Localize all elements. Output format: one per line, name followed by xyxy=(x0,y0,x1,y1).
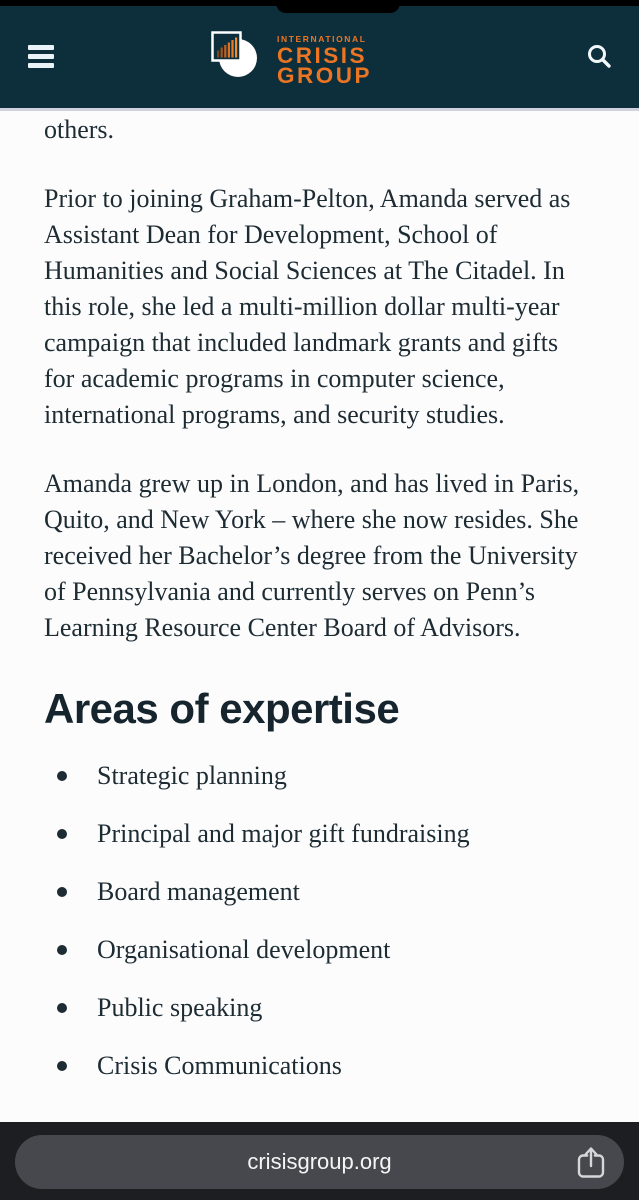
list-item: Crisis Communications xyxy=(44,1048,639,1084)
areas-of-expertise-heading: Areas of expertise xyxy=(44,685,400,732)
list-item: Principal and major gift fundraising xyxy=(44,816,639,852)
menu-icon[interactable] xyxy=(28,45,54,68)
list-item: Board management xyxy=(44,874,639,910)
logo-label-international: INTERNATIONAL xyxy=(277,34,367,44)
notch xyxy=(276,0,400,13)
browser-bottom-bar xyxy=(0,1122,639,1200)
logo-label-crisis: CRISIS xyxy=(277,43,368,68)
address-bar[interactable] xyxy=(15,1135,624,1189)
article-body xyxy=(0,111,639,1122)
bio-paragraph-1: Prior to joining Graham-Pelton, Amanda served as Assistant Dean for Development, School of Humanities and Social Sciences at The Citadel. In this role, she led a multi-million dollar multi-year campaign that included landmark grants and gifts for academic programs in computer science, international programs, and security studies. xyxy=(44,184,571,429)
share-icon[interactable] xyxy=(574,1145,608,1179)
address-bar-url: crisisgroup.org xyxy=(247,1149,392,1174)
search-icon[interactable] xyxy=(585,42,615,72)
expertise-list xyxy=(44,758,639,1084)
crisis-group-logo-icon[interactable] xyxy=(210,30,268,88)
logo-label-group: GROUP xyxy=(277,63,373,88)
paragraph-fragment: others. xyxy=(44,115,115,144)
list-item: Public speaking xyxy=(44,990,639,1026)
list-item: Organisational development xyxy=(44,932,639,968)
header-divider xyxy=(0,108,639,111)
site-header xyxy=(0,0,639,108)
crisis-group-wordmark[interactable] xyxy=(277,35,372,86)
list-item: Strategic planning xyxy=(44,758,639,794)
bio-paragraph-2: Amanda grew up in London, and has lived in Paris, Quito, and New York – where she now resides. She received her Bachelor’s degree from the University of Pennsylvania and currently serves on Penn’s Learning Resource Center Board of Advisors. xyxy=(44,469,580,642)
